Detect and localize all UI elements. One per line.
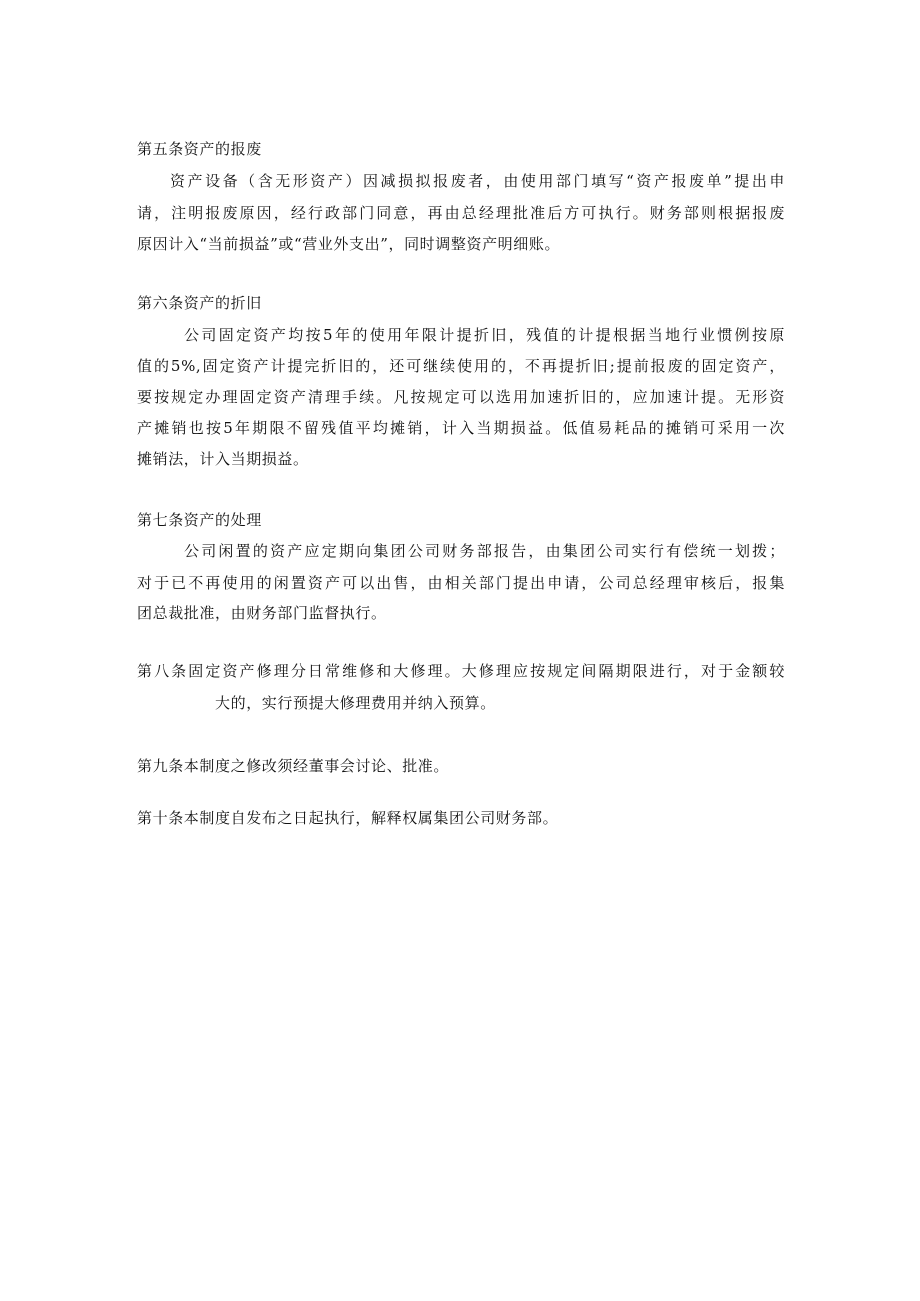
section-6-line-3: 要按规定办理固定资产清理手续。凡按规定可以选用加速折旧的，应加速计提。无形资: [137, 388, 785, 406]
section-5-line-3: 原因计入“当前损益”或“营业外支出”，同时调整资产明细账。: [137, 235, 561, 253]
section-6-line-5: 摊销法，计入当期损益。: [137, 450, 309, 468]
section-6-line-2: 值的5%,固定资产计提完折旧的，还可继续使用的，不再提折旧;提前报废的固定资产，: [137, 357, 785, 375]
section-6-line-1: 公司固定资产均按5年的使用年限计提折旧，残值的计提根据当地行业惯例按原: [184, 326, 785, 344]
section-6-line-4: 产摊销也按5年期限不留残值平均摊销，计入当期损益。低值易耗品的摊销可采用一次: [137, 419, 785, 437]
section-5-line-1: 资产设备（含无形资产）因减损拟报废者，由使用部门填写“资产报废单”提出申: [170, 172, 785, 190]
section-7-line-2: 对于已不再使用的闲置资产可以出售，由相关部门提出申请，公司总经理审核后，报集: [137, 574, 785, 592]
section-7-line-1: 公司闲置的资产应定期向集团公司财务部报告，由集团公司实行有偿统一划拨；: [184, 542, 785, 560]
section-9-line-1: 第九条本制度之修改须经董事会讨论、批准。: [137, 757, 450, 775]
section-8-line-2: 大的，实行预提大修理费用并纳入预算。: [215, 694, 496, 712]
section-7-heading: 第七条资产的处理: [137, 511, 262, 529]
section-8-line-1: 第八条固定资产修理分日常维修和大修理。大修理应按规定间隔期限进行，对于金额较: [137, 662, 785, 680]
section-10-line-1: 第十条本制度自发布之日起执行，解释权属集团公司财务部。: [137, 809, 559, 827]
section-7-line-3: 团总裁批准，由财务部门监督执行。: [137, 604, 387, 622]
section-5-line-2: 请，注明报废原因，经行政部门同意，再由总经理批准后方可执行。财务部则根据报废: [137, 204, 785, 222]
section-6-heading: 第六条资产的折旧: [137, 294, 262, 312]
section-5-heading: 第五条资产的报废: [137, 140, 262, 158]
